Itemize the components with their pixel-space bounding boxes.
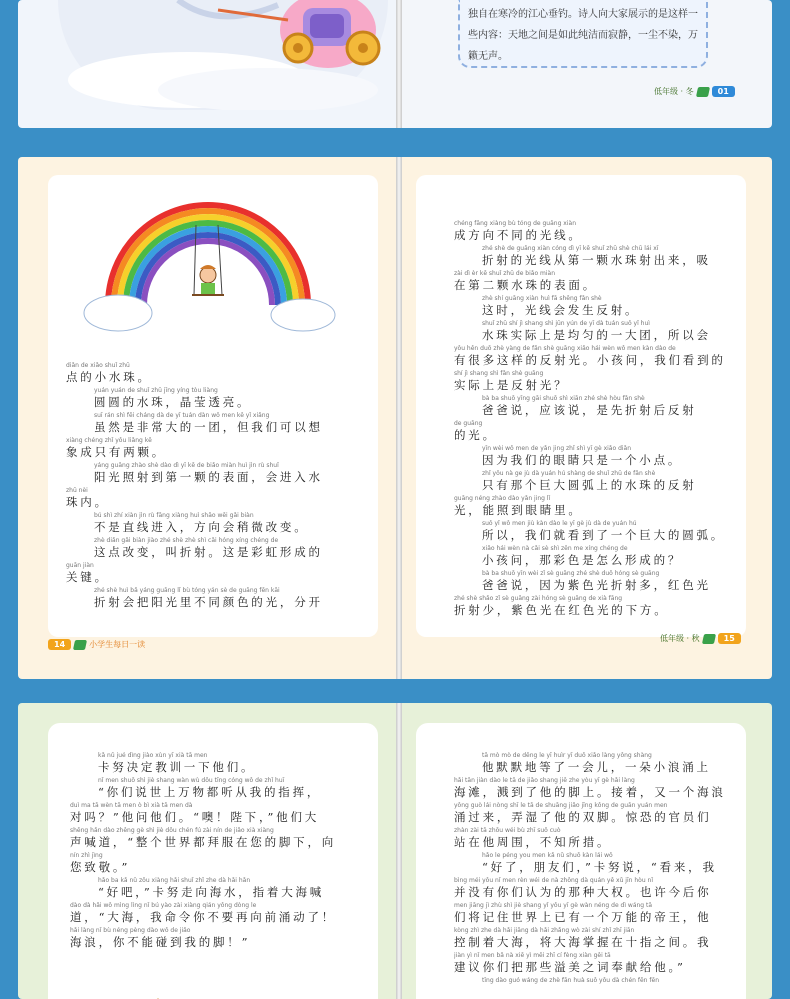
text-line: [66, 386, 366, 411]
pinyin: bìng méi yǒu nǐ men rèn wéi de nà zhǒng dà quán yě xǔ jīn hòu nǐ: [454, 877, 654, 884]
explanation-line-2: 些内容：天地之间是如此纯洁而寂静，一尘不染，万: [468, 30, 698, 41]
pinyin: nín zhì jìng: [70, 852, 103, 859]
text-line: [454, 469, 746, 494]
text-line: [454, 776, 746, 801]
text-line: [70, 826, 370, 851]
chinese-text: “好了，朋友们，”卡努说，“看来，我: [482, 860, 717, 874]
pinyin: tā mò mò de děng le yī huìr yī duǒ xiǎo làng yǒng shàng: [482, 752, 652, 759]
pinyin: zài dì èr kē shuǐ zhū de biǎo miàn: [454, 270, 556, 277]
pinyin: zhū nèi: [66, 487, 88, 494]
text-line: [454, 801, 746, 826]
left-page-top: [18, 0, 396, 128]
text-block-left-middle: [66, 361, 366, 611]
text-line: [454, 219, 746, 244]
chinese-text: 的光。: [454, 428, 497, 442]
text-block-right-middle: [454, 219, 746, 619]
pinyin: yǒu hěn duō zhè yàng de fǎn shè guāng xiǎo hái wèn wǒ men kàn dào de: [454, 345, 676, 352]
text-line: [66, 561, 366, 586]
pinyin: hǎi làng nǐ bù néng pèng dào wǒ de jiǎo: [70, 927, 191, 934]
book-spread-middle: [0, 157, 790, 682]
text-line: [454, 544, 746, 569]
pinyin: guān jiàn: [66, 562, 94, 569]
page-content-area: [48, 175, 378, 637]
pinyin: yáng guāng zhào shè dào dì yī kē de biǎo miàn huì jìn rù shuǐ: [94, 462, 279, 469]
text-line: [454, 444, 746, 469]
pinyin: tīng dào guó wáng de zhè fān huà suǒ yǒu dà chén fēn fēn: [482, 977, 659, 984]
pinyin: zhè diǎn gǎi biàn jiào zhé shè zhè shì cǎi hóng xíng chéng de: [94, 537, 279, 544]
text-line: [454, 494, 746, 519]
book-icon: [696, 87, 710, 97]
chinese-text: 您致敬。”: [70, 860, 131, 874]
book-spread-top: [0, 0, 790, 130]
pinyin: hǎi tān jiàn dào le tā de jiǎo shang jiē zhe yòu yī gè hǎi làng: [454, 777, 635, 784]
text-line: [66, 536, 366, 561]
pinyin: jiàn yì nǐ men bǎ nà xiē yì měi zhī cí fèng xiàn gěi tā: [454, 952, 611, 959]
text-line: [70, 926, 370, 951]
chinese-text: 海浪，你不能碰到我的脚！”: [70, 935, 251, 949]
chinese-text: 有很多这样的反射光。小孩问，我们看到的: [454, 353, 726, 367]
text-line: [66, 436, 366, 461]
text-line: [454, 369, 746, 394]
page-number: 14: [48, 639, 71, 650]
chinese-text: 点的小水珠。: [66, 370, 152, 384]
chinese-text: 水珠实际上是均匀的一大团，所以会: [482, 328, 711, 342]
pinyin: chéng fāng xiàng bù tóng de guāng xiàn: [454, 220, 577, 227]
pinyin: shēng hǎn dào zhěng gè shì jiè dōu chén fú zài nín de jiǎo xià xiàng: [70, 827, 274, 834]
page-footer-15: [660, 633, 741, 644]
text-line: [66, 511, 366, 536]
page-footer-01: [654, 86, 735, 97]
pinyin: de guāng: [454, 420, 483, 427]
chinese-text: 象成只有两颗。: [66, 445, 167, 459]
text-line: [70, 876, 370, 901]
text-line: [454, 901, 746, 926]
pinyin: suī rán shì fēi cháng dà de yī tuán dàn wǒ men kě yǐ xiǎng: [94, 412, 270, 419]
text-line: [454, 344, 746, 369]
pinyin: bà ba shuō yīn wèi zǐ sè guāng zhé shè duō hóng sè guāng: [482, 570, 660, 577]
chinese-text: 建议你们把那些溢美之词奉献给他。”: [454, 960, 686, 974]
page-content-area: [416, 723, 746, 999]
text-line: [70, 851, 370, 876]
chinese-text: 在第二颗水珠的表面。: [454, 278, 597, 292]
chinese-text: 折射会把阳光里不同颜色的光，分开: [94, 595, 323, 609]
illustration-carriage-clouds: [58, 0, 388, 110]
book-spread-bottom: [0, 703, 790, 999]
chinese-text: 不是直线进入，方向会稍微改变。: [94, 520, 309, 534]
chinese-text: 并没有你们认为的那种大权。也许今后你: [454, 885, 712, 899]
chinese-text: 光，能照到眼睛里。: [454, 503, 583, 517]
text-line: [454, 976, 746, 999]
chinese-text: 对吗？”他问他们。“噢！陛下，”他们大: [70, 810, 320, 824]
pinyin: dào dà hǎi wǒ mìng lìng nǐ bú yào zài xiàng qián yǒng dòng le: [70, 902, 257, 909]
chinese-text: 涌过来，弄湿了他的双脚。惊恐的官员们: [454, 810, 712, 824]
page-number: 15: [718, 633, 741, 644]
book-icon: [73, 640, 87, 650]
text-line: [454, 294, 746, 319]
text-line: [66, 486, 366, 511]
right-page-story: [402, 703, 772, 999]
text-line: [454, 826, 746, 851]
right-page-rainbow: [402, 157, 772, 679]
page-content-area: [48, 723, 378, 999]
chinese-text: 控制着大海，将大海掌握在十指之间。我: [454, 935, 712, 949]
chinese-text: 爸爸说，应该说，是先折射后反射: [482, 403, 697, 417]
poem-explanation-box: [458, 0, 708, 68]
pinyin: yuán yuán de shuǐ zhū jīng yíng tòu liàng: [94, 387, 218, 394]
pinyin: yǒng guò lái nòng shī le tā de shuāng jiǎo jīng kǒng de guān yuán men: [454, 802, 668, 809]
text-block-right-bottom: [454, 751, 746, 999]
text-line: [70, 776, 370, 801]
pinyin: yīn wèi wǒ men de yǎn jing zhǐ shì yī gè xiǎo diǎn: [482, 445, 632, 452]
text-line: [454, 419, 746, 444]
chinese-text: 虽然是非常大的一团，但我们可以想: [94, 420, 323, 434]
text-line: [66, 361, 366, 386]
footer-label: 低年级 · 冬: [654, 87, 694, 96]
chinese-text: 只有那个巨大圆弧上的水珠的反射: [482, 478, 697, 492]
chinese-text: 珠内。: [66, 495, 109, 509]
chinese-text: 这点改变，叫折射。这是彩虹形成的: [94, 545, 323, 559]
text-line: [70, 751, 370, 776]
pinyin: suǒ yǐ wǒ men jiù kàn dào le yī gè jù dà de yuán hú: [482, 520, 637, 527]
pinyin: hǎo ba kǎ nǔ zǒu xiàng hǎi shuǐ zhǐ zhe dà hǎi hǎn: [98, 877, 251, 884]
text-line: [66, 411, 366, 436]
page-content-area: [416, 175, 746, 637]
pinyin: nǐ men shuō shì jiè shang wàn wù dōu tīng cóng wǒ de zhǐ huī: [98, 777, 285, 784]
text-line: [70, 901, 370, 926]
pinyin: xiǎo hái wèn nà cǎi sè shì zěn me xíng chéng de: [482, 545, 628, 552]
left-page-rainbow: [18, 157, 396, 679]
pinyin: shí jì shang shì fǎn shè guāng: [454, 370, 544, 377]
crown-decoration: [138, 995, 178, 999]
text-line: [454, 244, 746, 269]
text-line: [454, 951, 746, 976]
chinese-text: 卡努决定教训一下他们。: [98, 760, 256, 774]
text-line: [66, 586, 366, 611]
pinyin: bú shì zhí xiàn jìn rù fāng xiàng huì shāo wēi gǎi biàn: [94, 512, 254, 519]
chinese-text: 关键。: [66, 570, 109, 584]
text-line: [454, 851, 746, 876]
chinese-text: 他默默地等了一会儿，一朵小浪涌上: [482, 760, 711, 774]
chinese-text: 阳光照射到第一颗的表面，会进入水: [94, 470, 323, 484]
text-line: [454, 926, 746, 951]
text-line: [454, 319, 746, 344]
pinyin: kǎ nǔ jué dìng jiào xùn yī xià tā men: [98, 752, 208, 759]
chinese-text: 小孩问，那彩色是怎么形成的？: [482, 553, 683, 567]
chinese-text: 爸爸说，因为紫色光折射多，红色光: [482, 578, 711, 592]
text-block-left-bottom: [70, 751, 370, 951]
pinyin: zhé shè huì bǎ yáng guāng lǐ bù tóng yán sè de guāng fēn kāi: [94, 587, 280, 594]
text-line: [454, 594, 746, 619]
chinese-text: 站在他周围，不知所措。: [454, 835, 612, 849]
pinyin: duì ma tā wèn tā men ò bì xià tā men dà: [70, 802, 193, 809]
chinese-text: 折射少，紫色光在红色光的下方。: [454, 603, 669, 617]
chinese-text: 折射的光线从第一颗水珠射出来，吸: [482, 253, 711, 267]
text-line: [454, 519, 746, 544]
chinese-text: “你们说世上万物都听从我的指挥，: [98, 785, 322, 799]
pinyin: men jiāng jì zhù shì jiè shang yǐ yǒu yī gè wàn néng de dì wáng tā: [454, 902, 653, 909]
chinese-text: 所以，我们就看到了一个巨大的圆弧。: [482, 528, 726, 542]
chinese-text: 道，“大海，我命令你不要再向前涌动了！: [70, 910, 337, 924]
page-number: 01: [712, 86, 735, 97]
left-page-story: [18, 703, 396, 999]
chinese-text: 因为我们的眼睛只是一个小点。: [482, 453, 683, 467]
footer-label: 低年级 · 秋: [660, 634, 700, 643]
text-line: [454, 876, 746, 901]
pinyin: zhè shí guāng xiàn huì fā shēng fǎn shè: [482, 295, 602, 302]
chinese-text: 声喊道，“整个世界都拜服在您的脚下，向: [70, 835, 337, 849]
pinyin: kòng zhì zhe dà hǎi jiāng dà hǎi zhǎng wò zài shí zhǐ zhī jiān: [454, 927, 635, 934]
right-page-top: [402, 0, 772, 128]
footer-label: 小学生每日一读: [89, 640, 146, 649]
chinese-text: “好吧，”卡努走向海水，指着大海喊: [98, 885, 325, 899]
text-line: [70, 801, 370, 826]
pinyin: zhàn zài tā zhōu wéi bù zhī suǒ cuò: [454, 827, 561, 834]
pinyin: guāng néng zhào dào yǎn jing lǐ: [454, 495, 551, 502]
text-line: [454, 569, 746, 594]
chinese-text: 海滩，溅到了他的脚上。接着，又一个海浪: [454, 785, 726, 799]
pinyin: xiàng chéng zhǐ yǒu liǎng kē: [66, 437, 152, 444]
text-line: [454, 751, 746, 776]
explanation-line-1: 独自在寒冷的江心垂钓。诗人向大家展示的是这样一: [468, 9, 698, 20]
pinyin: hǎo le péng you men kǎ nǔ shuō kàn lái wǒ: [482, 852, 613, 859]
carriage-illustration: [58, 0, 388, 110]
text-line: [454, 269, 746, 294]
book-icon: [702, 634, 716, 644]
pinyin: zhé shè de guāng xiàn cóng dì yī kē shuǐ zhū shè chū lái xī: [482, 245, 659, 252]
explanation-line-3: 籁无声。: [468, 51, 508, 62]
chinese-text: 这时，光线会发生反射。: [482, 303, 640, 317]
pinyin: zhé shè shǎo zǐ sè guāng zài hóng sè guāng de xià fāng: [454, 595, 623, 602]
pinyin: bà ba shuō yīng gāi shuō shì xiān zhé shè hòu fǎn shè: [482, 395, 645, 402]
page-footer-14: [48, 639, 145, 650]
chinese-text: 们将记住世界上已有一个万能的帝王，他: [454, 910, 712, 924]
chinese-text: 圆圆的水珠，晶莹透亮。: [94, 395, 252, 409]
chinese-text: 成方向不同的光线。: [454, 228, 583, 242]
text-line: [454, 394, 746, 419]
pinyin: zhǐ yǒu nà ge jù dà yuán hú shàng de shuǐ zhū de fǎn shè: [482, 470, 656, 477]
pinyin: shuǐ zhū shí jì shang shì jūn yún de yī dà tuán suǒ yǐ huì: [482, 320, 650, 327]
text-line: [66, 461, 366, 486]
chinese-text: 实际上是反射光？: [454, 378, 569, 392]
rainbow-illustration: [78, 185, 338, 335]
pinyin: diǎn de xiǎo shuǐ zhū: [66, 362, 130, 369]
